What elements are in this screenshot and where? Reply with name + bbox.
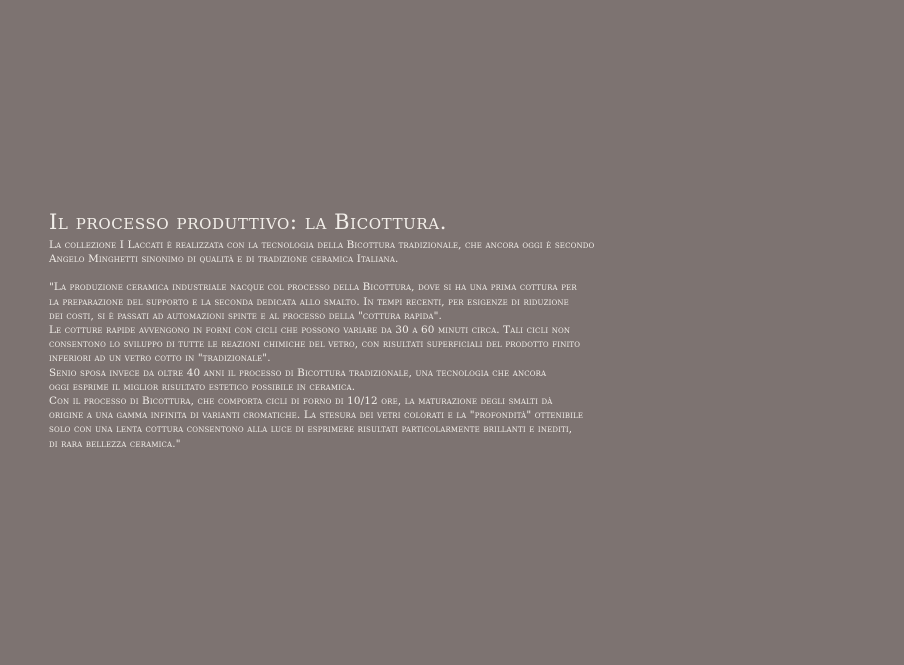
quote-paragraph <box>49 280 739 450</box>
quote-line: Con il processo di Bicottura, che comporta cicli di forno di 10/12 ore, la maturazione degli smalti dà <box>49 395 553 408</box>
quote-line: origine a una gamma infinita di varianti cromatiche. La stesura dei vetri colorati e la "profondità" ottenibile <box>49 409 584 422</box>
article <box>49 208 739 451</box>
intro-line: Angelo Minghetti sinonimo di qualità e di tradizione ceramica Italiana. <box>49 253 399 266</box>
quote-line: Senio sposa invece da oltre 40 anni il processo di Bicottura tradizionale, una tecnologia che ancora <box>49 366 547 379</box>
paragraph-spacer <box>49 266 739 280</box>
quote-line: consentono lo sviluppo di tutte le reazioni chimiche del vetro, con risultati superficiali del prodotto finito <box>49 338 581 351</box>
intro-line: La collezione I Laccati è realizzata con la tecnologia della Bicottura tradizionale, che ancora oggi è secondo <box>49 239 595 251</box>
quote-line: solo con una lenta cottura consentono alla luce di esprimere risultati particolarmente brillanti e inediti, <box>49 423 573 436</box>
quote-line: di rara bellezza ceramica." <box>49 437 181 450</box>
quote-line: Le cotture rapide avvengono in forni con cicli che possono variare da 30 a 60 minuti circa. Tali cicli non <box>49 324 571 337</box>
quote-line: oggi esprime il miglior risultato estetico possibile in ceramica. <box>49 380 356 393</box>
page-title: Il processo produttivo: la Bicottura. <box>49 210 448 234</box>
intro-paragraph <box>49 238 739 266</box>
quote-line: dei costi, si è passati ad automazioni spinte e al processo della "cottura rapida". <box>49 309 442 322</box>
quote-line: "La produzione ceramica industriale nacque col processo della Bicottura, dove si ha una prima cottura per <box>49 281 577 294</box>
quote-line: la preparazione del supporto e la seconda dedicata allo smalto. In tempi recenti, per esigenze di riduzione <box>49 295 569 308</box>
quote-line: inferiori ad un vetro cotto in "tradizionale". <box>49 352 271 365</box>
